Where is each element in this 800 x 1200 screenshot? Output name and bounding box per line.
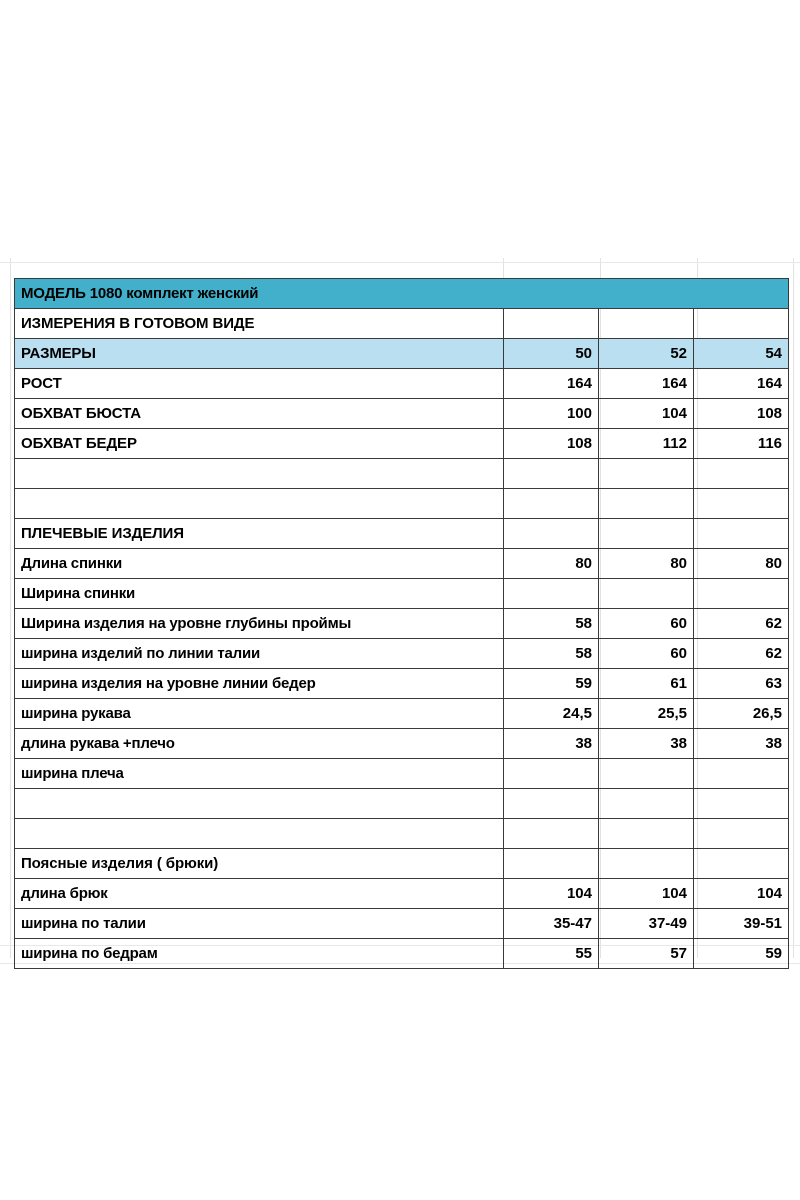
row-label: Ширина изделия на уровне глубины проймы xyxy=(15,609,504,639)
row-label: ширина изделий по линии талии xyxy=(15,639,504,669)
row-label: ширина рукава xyxy=(15,699,504,729)
row-value xyxy=(694,759,789,789)
row-value: 24,5 xyxy=(504,699,599,729)
table-row xyxy=(15,879,789,909)
row-value: 104 xyxy=(694,879,789,909)
row-value: 80 xyxy=(599,549,694,579)
row-label: ширина изделия на уровне линии бедер xyxy=(15,669,504,699)
row-label: Длина спинки xyxy=(15,549,504,579)
row-label: ОБХВАТ БЕДЕР xyxy=(15,429,504,459)
row-value: 58 xyxy=(504,639,599,669)
row-value: 164 xyxy=(504,369,599,399)
row-value: 38 xyxy=(599,729,694,759)
subtitle-cell-1 xyxy=(504,309,599,339)
table-row xyxy=(15,549,789,579)
table-row xyxy=(15,849,789,879)
section-heading: Поясные изделия ( брюки) xyxy=(15,849,504,879)
table-row xyxy=(15,519,789,549)
sizes-header-label: РАЗМЕРЫ xyxy=(15,339,504,369)
row-label: длина рукава +плечо xyxy=(15,729,504,759)
gridline-vertical xyxy=(10,258,11,958)
table-row xyxy=(15,669,789,699)
row-value: 62 xyxy=(694,639,789,669)
size-column-header-1: 52 xyxy=(599,339,694,369)
row-value: 55 xyxy=(504,939,599,969)
row-value: 108 xyxy=(504,429,599,459)
row-label xyxy=(15,789,504,819)
row-value xyxy=(694,489,789,519)
subtitle-cell-3 xyxy=(694,309,789,339)
row-label: ширина по бедрам xyxy=(15,939,504,969)
table-row xyxy=(15,639,789,669)
row-value xyxy=(504,789,599,819)
row-value: 164 xyxy=(599,369,694,399)
row-value xyxy=(599,519,694,549)
table-row xyxy=(15,579,789,609)
row-value: 60 xyxy=(599,639,694,669)
row-value xyxy=(599,849,694,879)
row-label: ширина плеча xyxy=(15,759,504,789)
row-value: 38 xyxy=(504,729,599,759)
row-value xyxy=(694,849,789,879)
row-value xyxy=(599,759,694,789)
row-value xyxy=(504,459,599,489)
table-row xyxy=(15,939,789,969)
row-value xyxy=(599,489,694,519)
row-label: РОСТ xyxy=(15,369,504,399)
row-value xyxy=(599,789,694,819)
row-value xyxy=(504,759,599,789)
row-label: ширина по талии xyxy=(15,909,504,939)
table-row xyxy=(15,369,789,399)
row-value: 164 xyxy=(694,369,789,399)
row-value xyxy=(694,789,789,819)
row-value: 104 xyxy=(599,879,694,909)
table-spacer-row xyxy=(15,459,789,489)
table-row xyxy=(15,729,789,759)
row-value: 63 xyxy=(694,669,789,699)
row-label xyxy=(15,819,504,849)
row-value: 25,5 xyxy=(599,699,694,729)
size-column-header-2: 54 xyxy=(694,339,789,369)
row-value: 26,5 xyxy=(694,699,789,729)
gridline-vertical xyxy=(793,258,794,958)
row-value: 37-49 xyxy=(599,909,694,939)
row-value xyxy=(694,459,789,489)
row-value: 35-47 xyxy=(504,909,599,939)
row-value xyxy=(694,519,789,549)
subtitle-label: ИЗМЕРЕНИЯ В ГОТОВОМ ВИДЕ xyxy=(15,309,504,339)
row-value xyxy=(694,819,789,849)
row-value xyxy=(694,579,789,609)
row-value xyxy=(504,819,599,849)
row-value: 108 xyxy=(694,399,789,429)
row-value xyxy=(504,579,599,609)
row-value: 116 xyxy=(694,429,789,459)
row-value xyxy=(599,459,694,489)
row-value: 61 xyxy=(599,669,694,699)
table-title-row xyxy=(15,279,789,309)
table-row xyxy=(15,759,789,789)
table-row xyxy=(15,399,789,429)
row-value xyxy=(599,819,694,849)
table-row xyxy=(15,609,789,639)
row-value: 104 xyxy=(599,399,694,429)
table-spacer-row xyxy=(15,819,789,849)
row-value: 59 xyxy=(504,669,599,699)
table-row xyxy=(15,909,789,939)
section-heading: ПЛЕЧЕВЫЕ ИЗДЕЛИЯ xyxy=(15,519,504,549)
table-row xyxy=(15,429,789,459)
row-value: 60 xyxy=(599,609,694,639)
row-value: 38 xyxy=(694,729,789,759)
row-label xyxy=(15,459,504,489)
row-value xyxy=(504,519,599,549)
size-column-header-0: 50 xyxy=(504,339,599,369)
row-value: 57 xyxy=(599,939,694,969)
row-value xyxy=(504,849,599,879)
page-title: МОДЕЛЬ 1080 комплект женский xyxy=(15,279,789,309)
subtitle-cell-2 xyxy=(599,309,694,339)
row-value: 39-51 xyxy=(694,909,789,939)
row-label xyxy=(15,489,504,519)
row-value: 62 xyxy=(694,609,789,639)
row-value: 80 xyxy=(694,549,789,579)
row-value: 58 xyxy=(504,609,599,639)
row-value: 100 xyxy=(504,399,599,429)
table-spacer-row xyxy=(15,489,789,519)
sizes-header-row xyxy=(15,339,789,369)
gridline-horizontal xyxy=(0,262,800,263)
row-value: 112 xyxy=(599,429,694,459)
row-label: длина брюк xyxy=(15,879,504,909)
table-row xyxy=(15,699,789,729)
row-label: Ширина спинки xyxy=(15,579,504,609)
row-value xyxy=(599,579,694,609)
row-label: ОБХВАТ БЮСТА xyxy=(15,399,504,429)
table-spacer-row xyxy=(15,789,789,819)
row-value: 59 xyxy=(694,939,789,969)
size-chart-table xyxy=(14,278,789,969)
row-value: 104 xyxy=(504,879,599,909)
table-subtitle-row xyxy=(15,309,789,339)
row-value: 80 xyxy=(504,549,599,579)
row-value xyxy=(504,489,599,519)
